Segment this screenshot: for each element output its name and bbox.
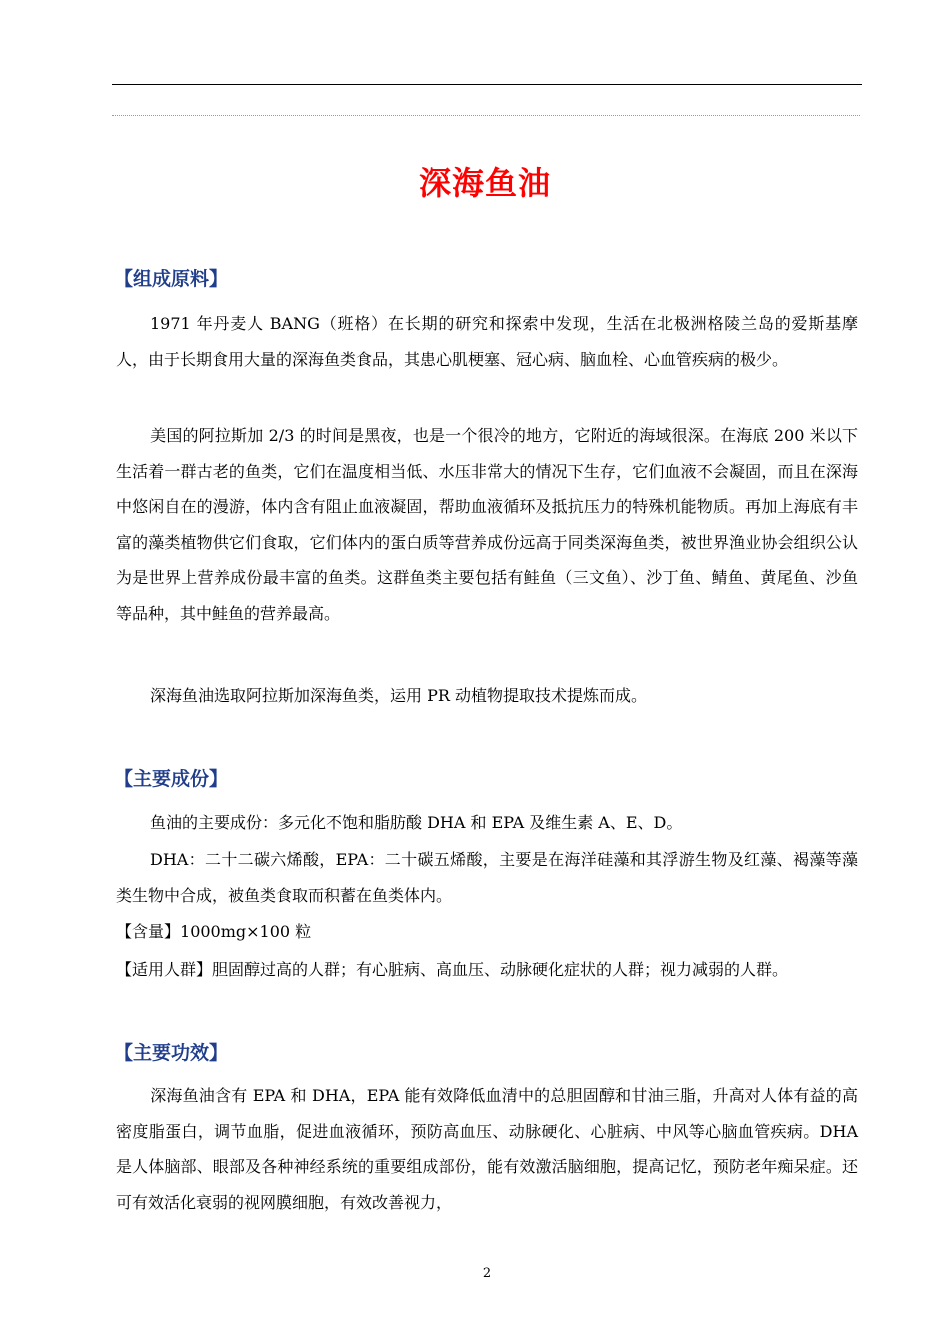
composition-paragraph-2: 美国的阿拉斯加 2/3 的时间是黑夜，也是一个很冷的地方，它附近的海域很深。在海底 200 米以下生活着一群古老的鱼类，它们在温度相当低、水压非常大的情况下生存，它们血液不会凝固，而且在深海中悠闲自在的漫游，体内含有阻止血液凝固，帮助血液循环及抵抗压力的特殊机能物质。再加上海底有丰富的藻类植物供它们食取，它们体内的蛋白质等营养成份远高于同类深海鱼类，被世界渔业协会组织公认为是世界上营养成份最丰富的鱼类。这群鱼类主要包括有鲑鱼（三文鱼）、沙丁鱼、鲭鱼、黄尾鱼、沙鱼等品种，其中鲑鱼的营养最高。: [116, 426, 858, 623]
audience-value: 胆固醇过高的人群；有心脏病、高血压、动脉硬化症状的人群；视力减弱的人群。: [212, 960, 789, 979]
ingredients-paragraph-2: DHA：二十二碳六烯酸，EPA：二十碳五烯酸，主要是在海洋硅藻和其浮游生物及红藻、褐藻等藻类生物中合成，被鱼类食取而积蓄在鱼类体内。: [116, 850, 858, 905]
ingredients-paragraph-1: 鱼油的主要成份：多元化不饱和脂肪酸 DHA 和 EPA 及维生素 A、E、D。: [150, 813, 683, 832]
effects-paragraph-1: 深海鱼油含有 EPA 和 DHA，EPA 能有效降低血清中的总胆固醇和甘油三脂，升高对人体有益的高密度脂蛋白，调节血脂，促进血液循环，预防高血压、动脉硬化、心脏病、中风等心脑血管疾病。DHA 是人体脑部、眼部及各种神经系统的重要组成部份，能有效激活脑细胞，提高记忆，预防老年痴呆症。还可有效活化衰弱的视网膜细胞，有效改善视力，: [116, 1086, 858, 1212]
content-label: 【含量】: [116, 922, 181, 941]
page-number: 2: [482, 1266, 492, 1281]
content-row: [116, 914, 858, 950]
section-heading-effects: 【主要功效】: [114, 1042, 229, 1064]
header-dotted-rule: [112, 115, 860, 116]
header-rule: [112, 84, 862, 85]
audience-row: [116, 952, 858, 988]
section-heading-ingredients: 【主要成份】: [114, 768, 229, 790]
composition-paragraph-3: 深海鱼油选取阿拉斯加深海鱼类，运用 PR 动植物提取技术提炼而成。: [150, 686, 647, 705]
section-heading-composition: 【组成原料】: [114, 268, 229, 290]
content-value: 1000mg×100 粒: [180, 922, 312, 941]
audience-label: 【适用人群】: [116, 960, 213, 979]
page-title: 深海鱼油: [418, 164, 551, 202]
composition-paragraph-1: 1971 年丹麦人 BANG（班格）在长期的研究和探索中发现，生活在北极洲格陵兰岛的爱斯基摩人，由于长期食用大量的深海鱼类食品，其患心肌梗塞、冠心病、脑血栓、心血管疾病的极少。: [116, 314, 858, 369]
